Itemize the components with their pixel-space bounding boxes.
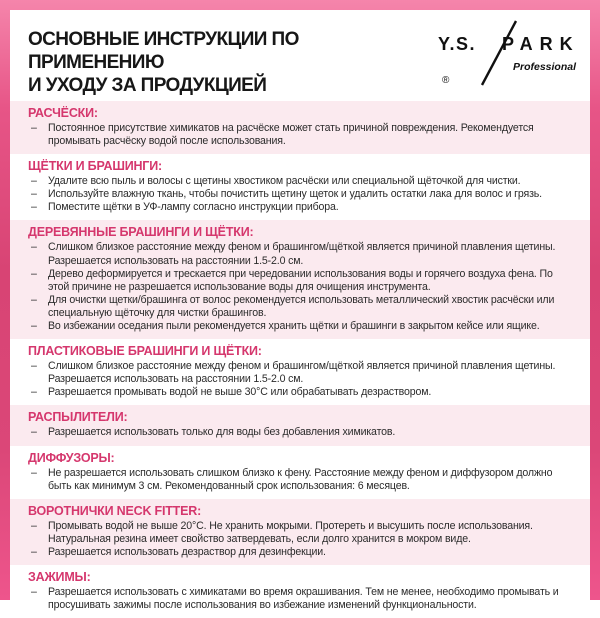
sections-container: [10, 101, 590, 618]
bullet-dash: –: [31, 426, 37, 439]
section-heading: ЗАЖИМЫ:: [28, 569, 91, 584]
logo-professional-text: Professional: [513, 61, 577, 73]
section-item-list: [28, 426, 572, 439]
section-item-list: [28, 467, 572, 493]
page-title-line1: ОСНОВНЫЕ ИНСТРУКЦИИ ПО ПРИМЕНЕНИЮ: [28, 29, 299, 73]
bullet-dash: –: [31, 519, 37, 532]
section-6: [10, 499, 590, 565]
bullet-dash: –: [31, 545, 37, 558]
section-4: [10, 405, 590, 445]
list-item: [28, 175, 572, 188]
list-item-text: Промывать водой не выше 20°C. Не хранить мокрыми. Протереть и высушить после использования. Натуральная резина имеет свойство затвердевать, если долго хранится в мокром виде.: [48, 519, 533, 545]
list-item-text: Разрешается промывать водой не выше 30°C или обрабатывать дезраствором.: [48, 386, 432, 399]
registered-mark-icon: ®: [442, 75, 450, 86]
section-heading: ЩЁТКИ И БРАШИНГИ:: [28, 159, 162, 174]
section-heading: ДЕРЕВЯННЫЕ БРАШИНГИ И ЩЁТКИ:: [28, 225, 254, 240]
list-item-text: Во избежании оседания пыли рекомендуется хранить щётки и брашинги в закрытом кейсе или ящике.: [48, 320, 540, 333]
list-item-text: Постоянное присутствие химикатов на расчёске может стать причиной повреждения. Рекомендуется промывать расчёску водой после использования.: [48, 122, 534, 148]
list-item-text: Используйте влажную ткань, чтобы почистить щетину щеток и удалить остатки лака для волос и грязь.: [48, 188, 542, 201]
list-item-text: Разрешается использовать дезраствор для дезинфекции.: [48, 545, 326, 558]
logo-ys-text: Y.S.: [438, 34, 477, 54]
list-item: [28, 426, 572, 439]
list-item: [28, 268, 572, 294]
page-title: [28, 23, 428, 97]
bullet-dash: –: [31, 241, 37, 254]
list-item: [28, 201, 572, 214]
section-5: [10, 446, 590, 499]
bullet-dash: –: [31, 188, 37, 201]
list-item: [28, 386, 572, 399]
list-item: [28, 294, 572, 320]
bullet-dash: –: [31, 122, 37, 134]
list-item-text: Не разрешается использовать слишком близко к фену. Расстояние между феном и диффузором должно быть как минимум 3 см. Рекомендованный срок использования: 6 месяцев.: [48, 466, 553, 492]
section-item-list: [28, 241, 572, 333]
list-item-text: Слишком близкое расстояние между феном и брашингом/щёткой является причиной плавления щетины. Разрешается использовать на расстоянии 1.5-2.0 см.: [48, 241, 556, 267]
page-title-line2: И УХОДУ ЗА ПРОДУКЦИЕЙ: [28, 75, 267, 96]
list-item-text: Для очистки щетки/брашинга от волос рекомендуется использовать металлический хвостик расчёски или специальную щёточку для чистки брашингов.: [48, 293, 555, 319]
instruction-sheet: [10, 10, 590, 612]
list-item: [28, 546, 572, 559]
list-item-text: Разрешается использовать с химикатами во время окрашивания. Тем не менее, необходимо промывать и просушивать зажимы после использования во избежание изменений функциональности.: [48, 585, 559, 612]
bullet-dash: –: [31, 386, 37, 399]
list-item: [28, 520, 572, 546]
bullet-dash: –: [31, 360, 37, 373]
section-item-list: [28, 520, 572, 559]
list-item: [28, 241, 572, 267]
section-item-list: [28, 360, 572, 399]
list-item-text: Поместите щётки в УФ-лампу согласно инструкции прибора.: [48, 201, 339, 214]
section-heading: ДИФФУЗОРЫ:: [28, 450, 115, 465]
section-item-list: [28, 175, 572, 214]
section-1: [10, 154, 590, 220]
ys-park-logo-graphic: [436, 23, 580, 87]
list-item-text: Слишком близкое расстояние между феном и брашингом/щёткой является причиной плавления щетины. Разрешается использовать на расстоянии 1.5-2.0 см.: [48, 360, 556, 386]
list-item: [28, 586, 572, 612]
section-2: [10, 220, 590, 339]
section-heading: ПЛАСТИКОВЫЕ БРАШИНГИ И ЩЁТКИ:: [28, 344, 262, 359]
section-item-list: [28, 586, 572, 612]
section-0: [10, 101, 590, 154]
bullet-dash: –: [31, 201, 37, 214]
section-heading: РАСПЫЛИТЕЛИ:: [28, 410, 128, 425]
list-item-text: Дерево деформируется и трескается при чередовании использования воды и горячего воздуха фена. По этой причине не разрешается использование воды для очищения инструмента.: [48, 267, 553, 293]
bullet-dash: –: [31, 585, 37, 598]
list-item: [28, 122, 572, 148]
list-item: [28, 467, 572, 493]
bullet-dash: –: [31, 267, 37, 280]
logo-park-text: PARK: [502, 34, 580, 54]
list-item-text: Удалите всю пыль и волосы с щетины хвостиком расчёски или специальной щёточкой для чистки.: [48, 175, 521, 188]
section-7: [10, 565, 590, 618]
section-item-list: [28, 122, 572, 148]
section-heading: ВОРОТНИЧКИ NECK FITTER:: [28, 503, 202, 518]
list-item: [28, 360, 572, 386]
bullet-dash: –: [31, 175, 37, 188]
list-item: [28, 320, 572, 333]
bullet-dash: –: [31, 320, 37, 333]
section-heading: РАСЧЁСКИ:: [28, 106, 98, 120]
ys-park-logo: [436, 23, 580, 92]
section-3: [10, 339, 590, 405]
list-item: [28, 188, 572, 201]
list-item-text: Разрешается использовать только для воды без добавления химикатов.: [48, 426, 396, 439]
bullet-dash: –: [31, 466, 37, 479]
bullet-dash: –: [31, 293, 37, 306]
masthead: [10, 10, 590, 101]
